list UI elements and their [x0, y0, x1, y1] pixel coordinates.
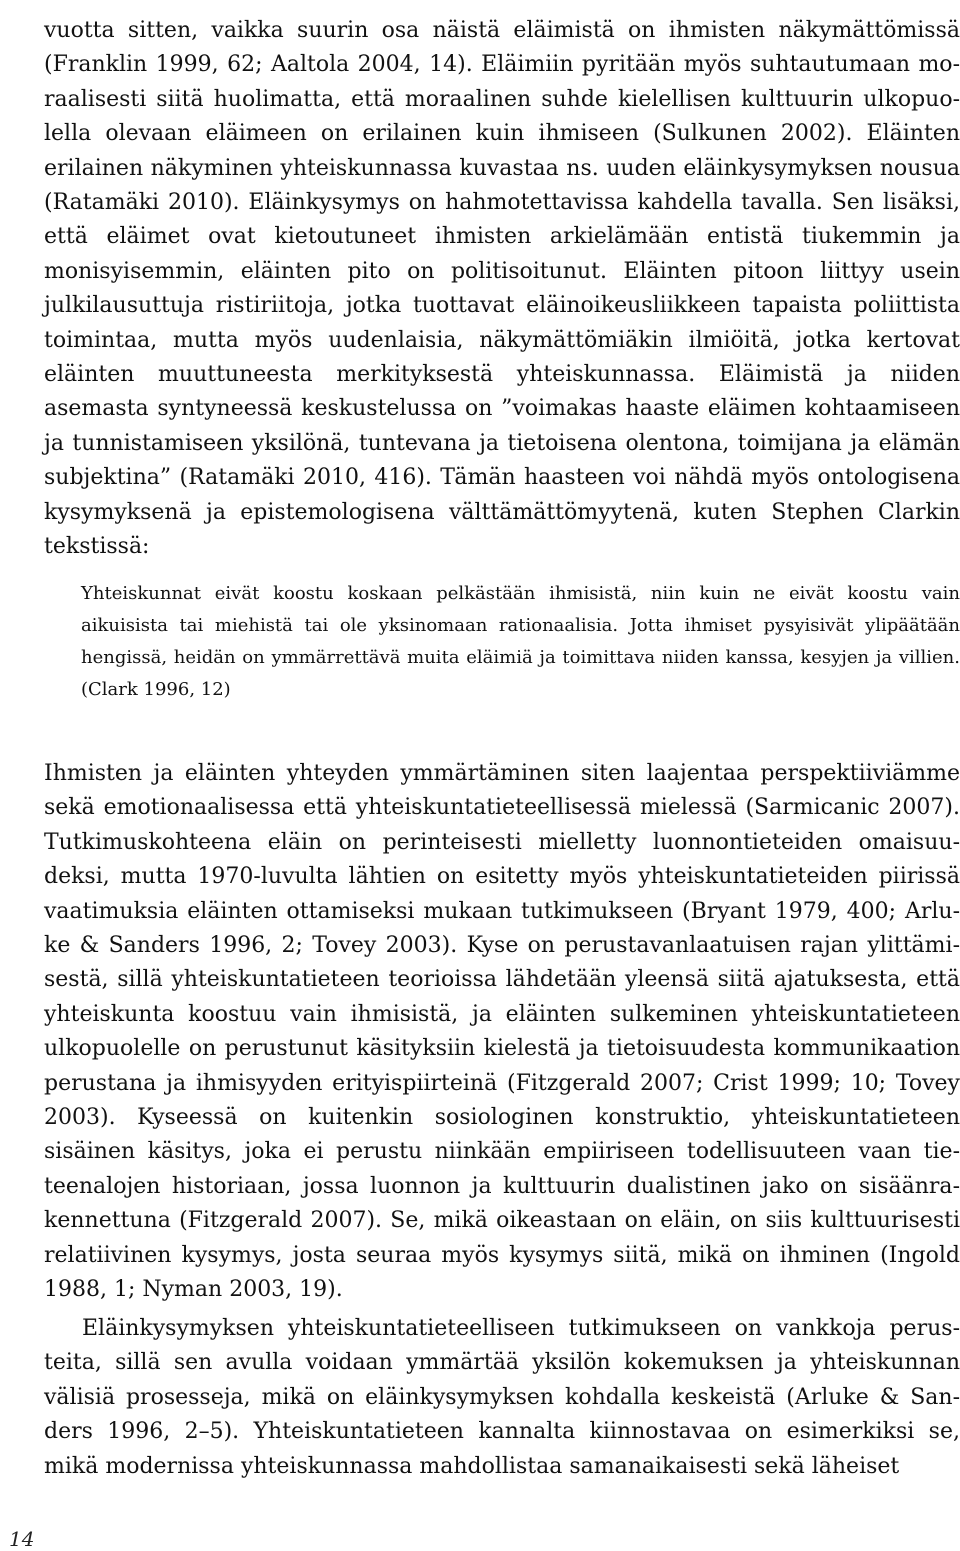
body-paragraph-after-quote: Ihmisten ja eläinten yhteyden ymmärtäminen siten laajentaa perspektiiviämme sekä emotionaalisessa että yhteiskuntatieteellisessä mielessä (Sarmicanic 2007). Tutkimuskohteena eläin on perinteisesti mielletty luonnontieteiden omaisuudeksi, mutta 1970-luvulta lähtien on esitetty myös yhteiskuntatieteiden piirissä vaatimuksia eläinten ottamiseksi mukaan tutkimukseen (Bryant 1979, 400; Arluke & Sanders 1996, 2; Tovey 2003). Kyse on perustavanlaatuisen rajan ylittämisestä, sillä yhteiskuntatieteen teorioissa lähdetään yleensä siitä ajatuksesta, että yhteiskunta koostuu vain ihmisistä, ja eläinten sulkeminen yhteiskuntatieteen ulkopuolelle on perustunut käsityksiin kielestä ja tietoisuudesta kommunikaation perustana ja ihmisyyden erityispiirteinä (Fitzgerald 2007; Crist 1999; 10; Tovey 2003). Kyseessä on kuitenkin sosiologinen konstruktio, yhteiskuntatieteen sisäinen käsitys, joka ei perustu niinkään empiiriseen todellisuuteen vaan tieteenalojen historiaan, jossa luonnon ja kulttuurin dualistinen jako on sisäänrakennettuna (Fitzgerald 2007). Se, mikä oikeastaan on eläin, on siis kulttuurisesti relatiivinen kysymys, josta seuraa myös kysymys siitä, mikä on ihminen (Ingold 1988, 1; Nyman 2003, 19).	[44, 761, 960, 1303]
body-paragraph-last: Eläinkysymyksen yhteiskuntatieteelliseen tutkimukseen on vankkoja perusteita, sillä sen avulla voidaan ymmärtää yksilön kokemuksen ja yhteiskunnan välisiä prosesseja, mikä on eläinkysymyksen kohdalla keskeistä (Arluke & Sanders 1996, 2–5). Yhteiskuntatieteen kannalta kiinnostavaa on esimerkiksi se, mikä modernissa yhteiskunnassa mahdollistaa samanaikaisesti sekä läheiset	[44, 1316, 960, 1479]
body-paragraph-continued: vuotta sitten, vaikka suurin osa näistä eläimistä on ihmisten näkymättömissä (Franklin 1999, 62; Aaltola 2004, 14). Eläimiin pyritään myös suhtautumaan moraalisesti siitä huolimatta, että moraalinen suhde kielellisen kulttuurin ulkopuolella olevaan eläimeen on erilainen kuin ihmiseen (Sulkunen 2002). Eläinten erilainen näkyminen yhteiskunnassa kuvastaa ns. uuden eläinkysymyksen nousua (Ratamäki 2010). Eläinkysymys on hahmotettavissa kahdella tavalla. Sen lisäksi, että eläimet ovat kietoutuneet ihmisten arkielämään entistä tiukemmin ja monisyisemmin, eläinten pito on politisoitunut. Eläinten pitoon liittyy usein julkilausuttuja ristiriitoja, jotka tuottavat eläinoikeusliikkeen tapaista poliittista toimintaa, mutta myös uudenlaisia, näkymättömiäkin ilmiöitä, jotka kertovat eläinten muuttuneesta merkityksestä yhteiskunnassa. Eläimistä ja niiden asemasta syntyneessä keskustelussa on ”voimakas haaste eläimen kohtaamiseen ja tunnistamiseen yksilönä, tuntevana ja tietoisena olentona, toimijana ja elämän subjektina” (Ratamäki 2010, 416). Tämän haasteen voi nähdä myös ontologisena kysymyksenä ja epistemologisena välttämättömyytenä, kuten Stephen Clarkin tekstissä:	[44, 18, 960, 560]
document-page	[44, 0, 960, 1551]
page-number: 14	[9, 1527, 35, 1551]
block-quote: Yhteiskunnat eivät koostu koskaan pelkästään ihmisistä, niin kuin ne eivät koostu vain aikuisista tai miehistä tai ole yksinomaan rationaalisia. Jotta ihmiset pysyisivät ylipäätään hengissä, heidän on ymmärrettävä muita eläimiä ja toimittava niiden kanssa, kesyjen ja villien. (Clark 1996, 12)	[81, 583, 960, 700]
